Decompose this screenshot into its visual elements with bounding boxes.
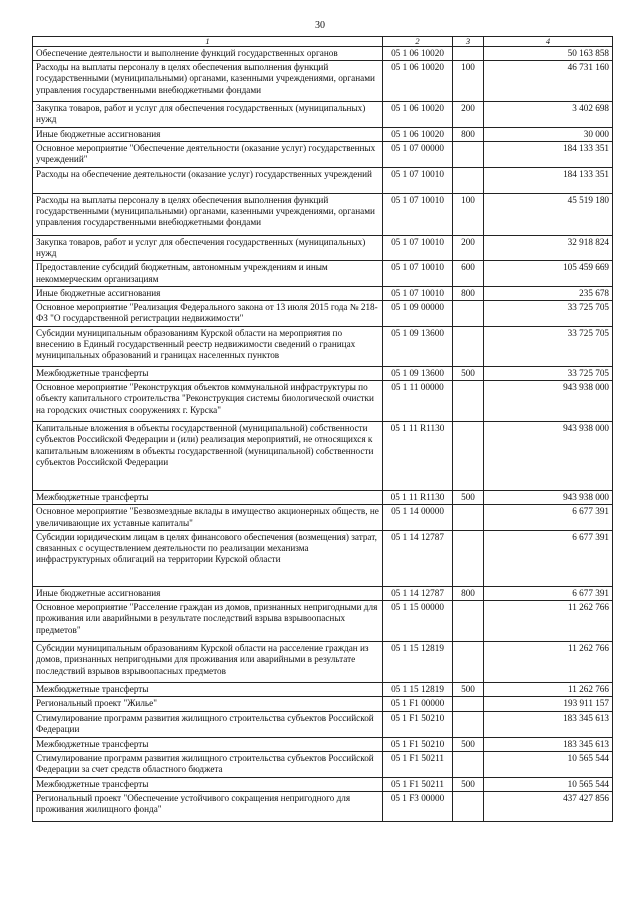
cell-sum: 943 938 000 bbox=[484, 381, 613, 422]
cell-type bbox=[453, 167, 484, 193]
table-row bbox=[33, 235, 613, 260]
cell-code: 05 1 09 13600 bbox=[383, 326, 453, 366]
cell-sum: 105 459 669 bbox=[484, 261, 613, 286]
cell-code: 05 1 15 12819 bbox=[383, 642, 453, 683]
cell-code: 05 1 09 00000 bbox=[383, 300, 453, 326]
cell-type bbox=[453, 791, 484, 821]
cell-name: Иные бюджетные ассигнования bbox=[33, 586, 383, 600]
cell-type bbox=[453, 47, 484, 61]
header-col-2: 2 bbox=[383, 37, 453, 47]
cell-type: 500 bbox=[453, 777, 484, 791]
cell-sum: 11 262 766 bbox=[484, 601, 613, 642]
cell-code: 05 1 07 10010 bbox=[383, 167, 453, 193]
cell-name: Иные бюджетные ассигнования bbox=[33, 127, 383, 141]
cell-sum: 183 345 613 bbox=[484, 711, 613, 737]
cell-type bbox=[453, 601, 484, 642]
cell-code: 05 1 F1 50210 bbox=[383, 711, 453, 737]
cell-sum: 45 519 180 bbox=[484, 193, 613, 235]
table-row bbox=[33, 530, 613, 586]
cell-code: 05 1 14 12787 bbox=[383, 586, 453, 600]
table-row bbox=[33, 286, 613, 300]
table-row bbox=[33, 711, 613, 737]
table-row bbox=[33, 366, 613, 380]
cell-name: Межбюджетные трансферты bbox=[33, 683, 383, 697]
cell-code: 05 1 14 12787 bbox=[383, 530, 453, 586]
cell-type: 800 bbox=[453, 586, 484, 600]
table-row bbox=[33, 491, 613, 505]
cell-sum: 193 911 157 bbox=[484, 697, 613, 711]
cell-sum: 10 565 544 bbox=[484, 777, 613, 791]
cell-type: 200 bbox=[453, 102, 484, 127]
cell-sum: 235 678 bbox=[484, 286, 613, 300]
cell-code: 05 1 14 00000 bbox=[383, 505, 453, 530]
table-row bbox=[33, 422, 613, 491]
cell-sum: 10 565 544 bbox=[484, 751, 613, 777]
cell-code: 05 1 11 R1130 bbox=[383, 422, 453, 491]
cell-name: Обеспечение деятельности и выполнение функций государственных органов bbox=[33, 47, 383, 61]
cell-code: 05 1 07 10010 bbox=[383, 193, 453, 235]
table-header-row bbox=[33, 37, 613, 47]
table-row bbox=[33, 381, 613, 422]
cell-name: Основное мероприятие "Расселение граждан из домов, признанных непригодными для проживания или аварийными в результате последствий взрыва взрывоопасных предметов" bbox=[33, 601, 383, 642]
cell-sum: 11 262 766 bbox=[484, 642, 613, 683]
cell-type bbox=[453, 141, 484, 167]
cell-sum: 6 677 391 bbox=[484, 530, 613, 586]
table-row bbox=[33, 47, 613, 61]
cell-type: 600 bbox=[453, 261, 484, 286]
page-number: 30 bbox=[315, 20, 325, 31]
cell-code: 05 1 07 10010 bbox=[383, 286, 453, 300]
cell-sum: 6 677 391 bbox=[484, 505, 613, 530]
cell-sum: 11 262 766 bbox=[484, 683, 613, 697]
cell-type bbox=[453, 300, 484, 326]
cell-code: 05 1 11 00000 bbox=[383, 381, 453, 422]
table-row bbox=[33, 586, 613, 600]
cell-code: 05 1 15 00000 bbox=[383, 601, 453, 642]
cell-name: Основное мероприятие "Обеспечение деятельности (оказание услуг) государственных учреждений" bbox=[33, 141, 383, 167]
table-row bbox=[33, 326, 613, 366]
table-row bbox=[33, 167, 613, 193]
table-row bbox=[33, 102, 613, 127]
cell-name: Расходы на обеспечение деятельности (оказание услуг) государственных учреждений bbox=[33, 167, 383, 193]
cell-name: Межбюджетные трансферты bbox=[33, 366, 383, 380]
cell-code: 05 1 06 10020 bbox=[383, 61, 453, 102]
cell-name: Межбюджетные трансферты bbox=[33, 491, 383, 505]
cell-sum: 32 918 824 bbox=[484, 235, 613, 260]
cell-type: 500 bbox=[453, 491, 484, 505]
table-row bbox=[33, 193, 613, 235]
cell-name: Иные бюджетные ассигнования bbox=[33, 286, 383, 300]
cell-type bbox=[453, 711, 484, 737]
table-row bbox=[33, 697, 613, 711]
cell-sum: 183 345 613 bbox=[484, 737, 613, 751]
cell-sum: 46 731 160 bbox=[484, 61, 613, 102]
cell-sum: 50 163 858 bbox=[484, 47, 613, 61]
table-row bbox=[33, 737, 613, 751]
cell-name: Субсидии юридическим лицам в целях финансового обеспечения (возмещения) затрат, связанных с осуществлением деятельности по реализации механизма инфраструктурных облигаций на территории Курской области bbox=[33, 530, 383, 586]
table-row bbox=[33, 642, 613, 683]
cell-name: Региональный проект "Жилье" bbox=[33, 697, 383, 711]
cell-name: Региональный проект "Обеспечение устойчивого сокращения непригодного для проживания жилищного фонда" bbox=[33, 791, 383, 821]
cell-name: Основное мероприятие "Безвозмездные вклады в имущество акционерных обществ, не увеличивающие их уставные капиталы" bbox=[33, 505, 383, 530]
cell-code: 05 1 07 10010 bbox=[383, 235, 453, 260]
table-row bbox=[33, 683, 613, 697]
table-row bbox=[33, 261, 613, 286]
table-row bbox=[33, 300, 613, 326]
cell-sum: 6 677 391 bbox=[484, 586, 613, 600]
cell-code: 05 1 F1 50211 bbox=[383, 777, 453, 791]
cell-sum: 943 938 000 bbox=[484, 491, 613, 505]
cell-sum: 33 725 705 bbox=[484, 366, 613, 380]
cell-sum: 3 402 698 bbox=[484, 102, 613, 127]
cell-type bbox=[453, 505, 484, 530]
table-row bbox=[33, 601, 613, 642]
cell-type: 500 bbox=[453, 683, 484, 697]
cell-name: Основное мероприятие "Реализация Федерального закона от 13 июля 2015 года № 218-ФЗ "О государственной регистрации недвижимости" bbox=[33, 300, 383, 326]
table-row bbox=[33, 751, 613, 777]
cell-type: 500 bbox=[453, 366, 484, 380]
cell-code: 05 1 06 10020 bbox=[383, 127, 453, 141]
table-row bbox=[33, 777, 613, 791]
cell-type bbox=[453, 326, 484, 366]
cell-sum: 943 938 000 bbox=[484, 422, 613, 491]
cell-type bbox=[453, 530, 484, 586]
cell-type: 800 bbox=[453, 127, 484, 141]
cell-name: Закупка товаров, работ и услуг для обеспечения государственных (муниципальных) нужд bbox=[33, 235, 383, 260]
cell-code: 05 1 F1 00000 bbox=[383, 697, 453, 711]
budget-table bbox=[32, 36, 613, 822]
cell-name: Капитальные вложения в объекты государственной (муниципальной) собственности субъектов Российской Федерации и (или) реализация мероприятий, не относящихся к капитальным вложениям в объекты государственной (муниципальной) собственности субъектов Российской Федерации bbox=[33, 422, 383, 491]
cell-code: 05 1 07 00000 bbox=[383, 141, 453, 167]
cell-sum: 33 725 705 bbox=[484, 300, 613, 326]
cell-type: 100 bbox=[453, 61, 484, 102]
cell-type bbox=[453, 381, 484, 422]
header-col-3: 3 bbox=[453, 37, 484, 47]
table-row bbox=[33, 61, 613, 102]
cell-code: 05 1 06 10020 bbox=[383, 102, 453, 127]
cell-type: 100 bbox=[453, 193, 484, 235]
cell-name: Предоставление субсидий бюджетным, автономным учреждениям и иным некоммерческим организациям bbox=[33, 261, 383, 286]
cell-sum: 30 000 bbox=[484, 127, 613, 141]
cell-code: 05 1 09 13600 bbox=[383, 366, 453, 380]
cell-type bbox=[453, 422, 484, 491]
header-col-1: 1 bbox=[33, 37, 383, 47]
cell-type bbox=[453, 751, 484, 777]
cell-name: Субсидии муниципальным образованиям Курской области на расселение граждан из домов, признанных непригодными для проживания или аварийными в результате последствий взрывов взрывоопасных предметов bbox=[33, 642, 383, 683]
cell-name: Основное мероприятие "Реконструкция объектов коммунальной инфраструктуры по объекту капитального строительства "Реконструкция системы биологической очистки на городских очистных сооружениях г. Курска" bbox=[33, 381, 383, 422]
cell-name: Расходы на выплаты персоналу в целях обеспечения выполнения функций государственными (муниципальными) органами, казенными учреждениями, органами управления государственными внебюджетными фондами bbox=[33, 193, 383, 235]
cell-sum: 33 725 705 bbox=[484, 326, 613, 366]
table-row bbox=[33, 141, 613, 167]
cell-sum: 184 133 351 bbox=[484, 141, 613, 167]
cell-name: Стимулирование программ развития жилищного строительства субъектов Российской Федерации за счет средств областного бюджета bbox=[33, 751, 383, 777]
cell-code: 05 1 F1 50210 bbox=[383, 737, 453, 751]
cell-type: 200 bbox=[453, 235, 484, 260]
cell-name: Стимулирование программ развития жилищного строительства субъектов Российской Федерации bbox=[33, 711, 383, 737]
cell-name: Межбюджетные трансферты bbox=[33, 777, 383, 791]
cell-code: 05 1 11 R1130 bbox=[383, 491, 453, 505]
cell-code: 05 1 F3 00000 bbox=[383, 791, 453, 821]
cell-code: 05 1 06 10020 bbox=[383, 47, 453, 61]
cell-type: 500 bbox=[453, 737, 484, 751]
cell-type: 800 bbox=[453, 286, 484, 300]
cell-name: Межбюджетные трансферты bbox=[33, 737, 383, 751]
cell-sum: 437 427 856 bbox=[484, 791, 613, 821]
cell-type bbox=[453, 697, 484, 711]
cell-name: Закупка товаров, работ и услуг для обеспечения государственных (муниципальных) нужд bbox=[33, 102, 383, 127]
cell-code: 05 1 07 10010 bbox=[383, 261, 453, 286]
cell-name: Расходы на выплаты персоналу в целях обеспечения выполнения функций государственными (муниципальными) органами, казенными учреждениями, органами управления государственными внебюджетными фондами bbox=[33, 61, 383, 102]
cell-code: 05 1 15 12819 bbox=[383, 683, 453, 697]
table-row bbox=[33, 127, 613, 141]
cell-code: 05 1 F1 50211 bbox=[383, 751, 453, 777]
table-row bbox=[33, 505, 613, 530]
table-row bbox=[33, 791, 613, 821]
cell-sum: 184 133 351 bbox=[484, 167, 613, 193]
cell-name: Субсидии муниципальным образованиям Курской области на мероприятия по внесению в Единый государственный реестр недвижимости сведений о границах муниципальных образований и границах населенных пунктов bbox=[33, 326, 383, 366]
header-col-4: 4 bbox=[484, 37, 613, 47]
cell-type bbox=[453, 642, 484, 683]
